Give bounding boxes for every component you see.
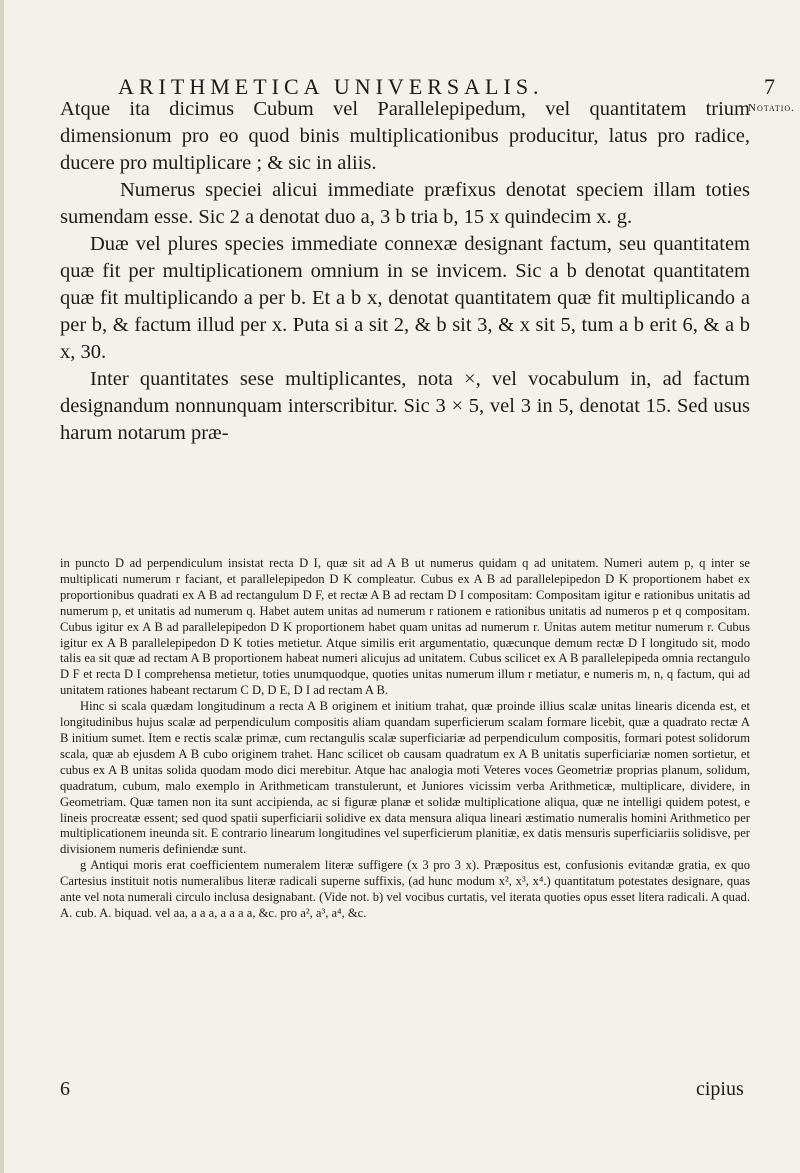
page-number: 7 bbox=[764, 74, 775, 99]
running-title: ARITHMETICA UNIVERSALIS. bbox=[118, 74, 544, 99]
margin-note: Notatio. bbox=[748, 102, 795, 114]
catchword: cipius bbox=[696, 1078, 744, 1100]
page-edge bbox=[0, 0, 4, 1173]
footnotes bbox=[60, 556, 750, 922]
footnote-continuation: in puncto D ad perpendiculum insistat recta D I, quæ sit ad A B ut numerus quidam q ad unitatem. Numeri autem p, q inter se multiplicati numerum r faciant, et parallelepipedon D K compleatur. Cubus ex A B ad parallelepipedon D K proportionem habet ex proportionibus quadrati ex A B ad rectangulum D F, et rectæ A B ad rectam D I compositam: Compositam igitur e rationibus unitatis ad numerum p, et unitatis ad numerum q. Habet autem unitas ad numerum r rationem e rationibus unitatis ad numeros p et q compositam. Cubus igitur ex A B ad parallelepipedon D K proportionem habet quam unitas ad numerum r. Unitas autem metitur numerum r. Cubus igitur ex A B parallelepipedon D K toties metietur. Atque similis erit argumentatio, quæcunque demum rectæ D I longitudo sit, modo talis ea sit quæ ad rectam A B proportionem habeat numeri alicujus ad unitatem. Cubus scilicet ex A B parallelepipeda omnia rectangulo D F et recta D I comprehensa metietur, toties unumquodque, quoties unitas numerum illum r metiatur, e numeris m, n, q factum, qui ad unitatem rationes habeant rectarum C D, D E, D I ad rectam A B. bbox=[60, 556, 750, 698]
paragraph-numerus: Numerus speciei alicui immediate præfixus denotat speciem illam toties sumendam esse. Sic 2 a denotat duo a, 3 b tria b, 15 x quindecim x. g. bbox=[60, 179, 750, 228]
signature-mark: 6 bbox=[60, 1078, 70, 1100]
footnote-g: g Antiqui moris erat coefficientem numeralem literæ suffigere (x 3 pro 3 x). Præpositus est, confusionis evitandæ gratia, ex quo Cartesius instituit notis numeralibus literæ radicali superne suffixis, (ad hunc modum x², x³, x⁴.) quantitatum potestates designare, quas ante vel nota numerali circulo inclusa designabant. (Vide not. b) vel vocibus curtatis, vel iterata quoties opus esset litera radicali. A quad. A. cub. A. biquad. vel aa, a a a, a a a a, &c. pro a², a³, a⁴, &c. bbox=[60, 858, 750, 920]
footnote-hinc: Hinc si scala quædam longitudinum a recta A B originem et initium trahat, quæ proinde illius scalæ unitas linearis dicenda est, et longitudinibus hujus scalæ ad perpendiculum compositis aliam quandam superficierum scalam formare licebit, quæ a quadrato rectæ A B initium sumet. Item e rectis scalæ primæ, cum rectangulis scalæ superficiariæ ad perpendiculum compositis, formari potest solidorum scala, quæ ab ejusdem A B cubo originem trahet. Hanc scilicet ob causam quadratum ex A B unitatis superficiariæ nomen sortietur, et cubus ex A B unitas solida quodam modo dici merebitur. Atque hac analogia moti Veteres voces Geometriæ proprias planum, solidum, quadratum, cubum, malo exemplo in Arithmeticam transtulerunt, et Juniores vicissim verba Arithmeticæ, multiplicare, dividere, in Geometriam. Quæ tamen non ita sunt accipienda, ac si figuræ planæ et solidæ multiplicatione aliqua, quæ ne intelligi quidem potest, e lineis procreatæ essent; sed quod spatii superficiarii solidive ex data mensura aliqua lineari æstimatio numeralis homini Arithmetico per multiplicationem ineunda sit. E contrario linearum longitudines vel superficierum planitiæ, ex datis mensuris superficiariis solidisve, per divisionem numeris definiendæ sunt. bbox=[60, 699, 750, 857]
paragraph-duae: Duæ vel plures species immediate connexæ designant factum, seu quantitatem quæ fit per multiplicationem omnium in se invicem. Sic a b denotat quantitatem quæ fit multiplicando a per b. Et a b x, denotat quantitatem quæ fit multiplicando a per b, & factum illud per x. Puta si a sit 2, & b sit 3, & x sit 5, tum a b erit 6, & a b x, 30. bbox=[60, 233, 750, 363]
paragraph-inter: Inter quantitates sese multiplicantes, nota ×, vel vocabulum in, ad factum designandum nonnunquam interscribitur. Sic 3 × 5, vel 3 in 5, denotat 15. Sed usus harum notarum præ- bbox=[60, 368, 750, 444]
paragraph-cubum: Atque ita dicimus Cubum vel Parallelepipedum, vel quantitatem trium dimensionum pro eo quod binis multiplicationibus producitur, latus pro radice, ducere pro multiplicare ; & sic in aliis. bbox=[60, 98, 750, 174]
main-text bbox=[60, 96, 750, 447]
